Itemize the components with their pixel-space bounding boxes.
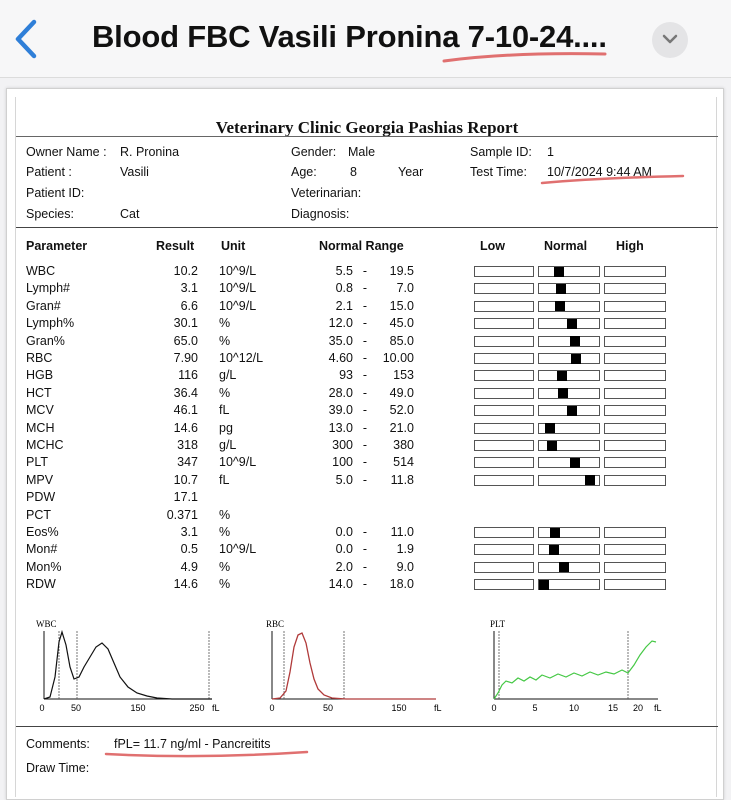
owner-value: R. Pronina (120, 145, 180, 159)
bar-high (604, 544, 666, 555)
param-cell: MPV (26, 472, 54, 487)
param-cell: RBC (26, 351, 53, 365)
bar-high (604, 423, 666, 434)
bar-high (604, 266, 666, 277)
col-result: Result (156, 239, 195, 253)
result-marker (570, 336, 580, 346)
patient-value: Vasili (120, 165, 149, 179)
rbc-tick-1: 50 (322, 703, 334, 713)
param-cell: Eos% (26, 525, 59, 539)
plt-tick-0: 0 (491, 703, 497, 713)
result-cell: 14.6 (173, 420, 198, 435)
range-low-cell: 35.0 (328, 333, 353, 348)
range-low-cell: 5.5 (335, 264, 353, 278)
table-row (16, 298, 718, 316)
range-high-cell: 1.9 (396, 542, 414, 557)
table-row (16, 507, 718, 525)
diagnosis-label: Diagnosis: (291, 207, 350, 221)
range-dash: - (362, 420, 368, 435)
param-cell: Gran% (26, 333, 65, 348)
bar-normal (538, 527, 600, 538)
unit-cell: fL (219, 472, 230, 487)
table-row (16, 576, 718, 594)
table-row (16, 315, 718, 333)
unit-cell: % (219, 333, 231, 348)
param-cell: PDW (26, 490, 56, 505)
result-marker (547, 441, 557, 451)
sample-id-value: 1 (547, 145, 554, 159)
wbc-histogram (22, 617, 222, 717)
table-row (16, 263, 718, 281)
title-menu-button[interactable] (652, 22, 688, 58)
col-normal-range: Normal Range (319, 239, 404, 253)
bar-low (474, 527, 534, 538)
test-time-label: Test Time: (470, 165, 527, 179)
range-dash: - (362, 281, 368, 296)
wbc-tick-3: 250 (189, 703, 205, 713)
table-row (16, 333, 718, 351)
back-button[interactable] (12, 18, 42, 60)
range-dash: - (362, 333, 368, 348)
bar-high (604, 283, 666, 294)
unit-cell: 10^12/L (219, 351, 264, 365)
range-high-cell: 7.0 (396, 281, 414, 296)
patient-id-label: Patient ID: (26, 186, 85, 200)
page-title: Blood FBC Vasili Pronina 7-10-24.... (92, 19, 607, 54)
result-marker (571, 354, 581, 364)
range-dash: - (362, 455, 368, 470)
info-divider (16, 227, 718, 228)
result-marker (539, 580, 549, 590)
result-cell: 318 (177, 438, 198, 452)
comments-divider (16, 726, 718, 727)
rbc-curve (272, 633, 436, 699)
bar-low (474, 266, 534, 277)
result-marker (559, 562, 569, 572)
unit-cell: 10^9/L (219, 298, 257, 313)
unit-cell: % (219, 316, 231, 331)
bar-high (604, 301, 666, 312)
range-dash: - (362, 542, 368, 557)
param-cell: Gran# (26, 298, 61, 313)
table-row (16, 385, 718, 403)
range-low-cell: 0.8 (335, 281, 353, 296)
range-high-cell: 514 (393, 455, 414, 470)
comments-value: fPL= 11.7 ng/ml - Pancreitits (114, 737, 271, 751)
result-marker (585, 475, 595, 485)
wbc-tick-0: 0 (39, 703, 45, 713)
bar-high (604, 527, 666, 538)
result-marker (558, 388, 568, 398)
bar-low (474, 544, 534, 555)
table-row (16, 402, 718, 420)
result-cell: 6.6 (180, 298, 198, 313)
range-dash: - (362, 472, 368, 487)
test-time-value: 10/7/2024 9:44 AM (547, 165, 652, 179)
result-cell: 36.4 (173, 385, 198, 400)
table-row (16, 541, 718, 559)
bar-low (474, 475, 534, 486)
result-marker (567, 319, 577, 329)
bar-low (474, 353, 534, 364)
param-cell: MCV (26, 403, 54, 418)
unit-cell: 10^9/L (219, 281, 257, 296)
plt-tick-1: 5 (532, 703, 538, 713)
param-cell: WBC (26, 264, 56, 278)
result-cell: 14.6 (173, 577, 198, 592)
bar-high (604, 336, 666, 347)
table-row (16, 454, 718, 472)
result-cell: 116 (178, 368, 198, 383)
result-marker (545, 423, 555, 433)
range-high-cell: 10.00 (382, 351, 414, 365)
bar-high (604, 475, 666, 486)
result-cell: 347 (177, 455, 198, 470)
bar-normal (538, 457, 600, 468)
result-marker (570, 458, 580, 468)
bar-low (474, 388, 534, 399)
bar-low (474, 283, 534, 294)
bar-low (474, 562, 534, 573)
range-dash: - (362, 351, 368, 365)
wbc-curve (44, 632, 212, 699)
bar-low (474, 440, 534, 451)
range-dash: - (362, 385, 368, 400)
result-cell: 3.1 (180, 281, 198, 296)
wbc-unit: fL (212, 703, 220, 713)
veterinarian-label: Veterinarian: (291, 186, 362, 200)
plt-tick-4: 20 (632, 703, 644, 713)
result-cell: 3.1 (180, 525, 198, 539)
result-cell: 17.1 (173, 490, 198, 505)
table-row (16, 420, 718, 438)
unit-cell: % (219, 577, 231, 592)
range-low-cell: 14.0 (328, 577, 353, 592)
table-row (16, 367, 718, 385)
rbc-histogram (256, 617, 456, 717)
col-parameter: Parameter (26, 239, 88, 253)
unit-cell: g/L (219, 438, 237, 452)
bar-high (604, 353, 666, 364)
col-low: Low (480, 239, 505, 253)
table-row (16, 489, 718, 507)
range-low-cell: 28.0 (328, 385, 353, 400)
bar-high (604, 457, 666, 468)
range-high-cell: 85.0 (389, 333, 414, 348)
rbc-tick-2: 150 (391, 703, 407, 713)
bar-high (604, 318, 666, 329)
range-dash: - (362, 577, 368, 592)
bar-low (474, 423, 534, 434)
title-divider (16, 136, 718, 137)
range-dash: - (362, 316, 368, 331)
bar-high (604, 405, 666, 416)
table-row (16, 559, 718, 577)
table-row (16, 524, 718, 542)
range-high-cell: 19.5 (389, 264, 414, 278)
range-low-cell: 5.0 (335, 472, 353, 487)
result-cell: 0.5 (180, 542, 198, 557)
unit-cell: g/L (219, 368, 237, 383)
range-dash: - (362, 264, 368, 278)
result-marker (550, 528, 560, 538)
rbc-unit: fL (434, 703, 442, 713)
result-marker (549, 545, 559, 555)
unit-cell: % (219, 385, 231, 400)
range-high-cell: 380 (393, 438, 414, 452)
unit-cell: pg (219, 420, 233, 435)
range-dash: - (362, 403, 368, 418)
range-high-cell: 21.0 (389, 420, 414, 435)
chevron-left-icon (12, 18, 42, 60)
report-body (15, 97, 717, 797)
bar-low (474, 336, 534, 347)
age-value: 8 (350, 165, 357, 179)
table-row (16, 437, 718, 455)
plt-histogram (480, 617, 680, 717)
range-low-cell: 2.1 (335, 298, 353, 313)
range-high-cell: 153 (393, 368, 414, 383)
table-row (16, 350, 718, 368)
param-cell: Mon# (26, 542, 58, 557)
range-high-cell: 18.0 (389, 577, 414, 592)
wbc-tick-1: 50 (70, 703, 82, 713)
plt-tick-3: 15 (607, 703, 619, 713)
bar-low (474, 457, 534, 468)
draw-time-label: Draw Time: (26, 761, 90, 775)
age-label: Age: (291, 165, 317, 179)
species-value: Cat (120, 207, 140, 221)
range-high-cell: 9.0 (396, 559, 414, 574)
range-high-cell: 11.8 (390, 472, 414, 487)
col-high: High (616, 239, 644, 253)
age-unit: Year (398, 165, 424, 179)
patient-label: Patient : (26, 165, 72, 179)
unit-cell: % (219, 507, 231, 522)
param-cell: Lymph# (26, 281, 71, 296)
bar-normal (538, 301, 600, 312)
param-cell: MCH (26, 420, 55, 435)
unit-cell: % (219, 559, 231, 574)
param-cell: PLT (26, 455, 48, 470)
range-dash: - (362, 298, 368, 313)
col-unit: Unit (221, 239, 246, 253)
comments-label: Comments: (26, 737, 90, 751)
table-row (16, 280, 718, 298)
result-cell: 10.2 (173, 264, 198, 278)
unit-cell: 10^9/L (219, 542, 257, 557)
range-dash: - (362, 525, 368, 539)
unit-cell: % (219, 525, 231, 539)
result-marker (567, 406, 577, 416)
result-marker (554, 267, 564, 277)
result-cell: 10.7 (173, 472, 198, 487)
table-row (16, 472, 718, 490)
range-low-cell: 2.0 (335, 559, 353, 574)
result-cell: 4.9 (180, 559, 198, 574)
unit-cell: 10^9/L (219, 455, 257, 470)
owner-label: Owner Name : (26, 145, 107, 159)
range-high-cell: 15.0 (389, 298, 414, 313)
range-high-cell: 49.0 (389, 385, 414, 400)
col-normal: Normal (544, 239, 588, 253)
bar-low (474, 301, 534, 312)
range-high-cell: 45.0 (389, 316, 414, 331)
bar-low (474, 405, 534, 416)
bar-normal (538, 353, 600, 364)
bar-high (604, 388, 666, 399)
bar-low (474, 579, 534, 590)
range-low-cell: 100 (332, 455, 353, 470)
bar-high (604, 562, 666, 573)
unit-cell: 10^9/L (219, 264, 257, 278)
range-dash: - (362, 438, 368, 452)
range-low-cell: 13.0 (328, 420, 353, 435)
result-marker (555, 301, 565, 311)
param-cell: Mon% (26, 559, 62, 574)
bar-high (604, 370, 666, 381)
bar-normal (538, 266, 600, 277)
wbc-histogram-label: WBC (36, 619, 57, 629)
param-cell: Lymph% (26, 316, 75, 331)
bar-normal (538, 370, 600, 381)
bar-high (604, 440, 666, 451)
plt-curve (494, 641, 656, 699)
unit-cell: fL (219, 403, 230, 418)
range-dash: - (362, 368, 368, 383)
bar-low (474, 318, 534, 329)
gender-label: Gender: (291, 145, 337, 159)
range-low-cell: 0.0 (335, 525, 353, 539)
range-high-cell: 52.0 (389, 403, 414, 418)
range-low-cell: 93 (339, 368, 353, 383)
result-cell: 65.0 (173, 333, 198, 348)
param-cell: MCHC (26, 438, 64, 452)
wbc-tick-2: 150 (130, 703, 146, 713)
bar-low (474, 370, 534, 381)
param-cell: HGB (26, 368, 54, 383)
plt-histogram-label: PLT (490, 619, 506, 629)
range-low-cell: 39.0 (328, 403, 353, 418)
result-marker (556, 284, 566, 294)
bar-normal (538, 544, 600, 555)
bar-high (604, 579, 666, 590)
range-low-cell: 300 (332, 438, 353, 452)
species-label: Species: (26, 207, 74, 221)
result-cell: 0.371 (166, 507, 198, 522)
gender-value: Male (348, 145, 376, 159)
top-bar (0, 0, 731, 78)
range-low-cell: 0.0 (335, 542, 353, 557)
bar-normal (538, 336, 600, 347)
result-cell: 30.1 (173, 316, 198, 331)
rbc-tick-0: 0 (269, 703, 275, 713)
result-cell: 46.1 (173, 403, 198, 418)
report-document (6, 88, 724, 800)
bar-normal (538, 388, 600, 399)
rbc-histogram-label: RBC (266, 619, 285, 629)
result-marker (557, 371, 567, 381)
plt-unit: fL (654, 703, 662, 713)
result-cell: 7.90 (173, 351, 198, 365)
param-cell: HCT (26, 385, 52, 400)
range-high-cell: 11.0 (390, 525, 414, 539)
range-dash: - (362, 559, 368, 574)
bar-normal (538, 283, 600, 294)
param-cell: RDW (26, 577, 56, 592)
range-low-cell: 12.0 (328, 316, 353, 331)
range-low-cell: 4.60 (328, 351, 353, 365)
plt-tick-2: 10 (568, 703, 580, 713)
chevron-down-icon (661, 33, 679, 47)
param-cell: PCT (26, 507, 51, 522)
clinic-title: Veterinary Clinic Georgia Pashias Report (215, 118, 519, 137)
sample-id-label: Sample ID: (470, 145, 532, 159)
